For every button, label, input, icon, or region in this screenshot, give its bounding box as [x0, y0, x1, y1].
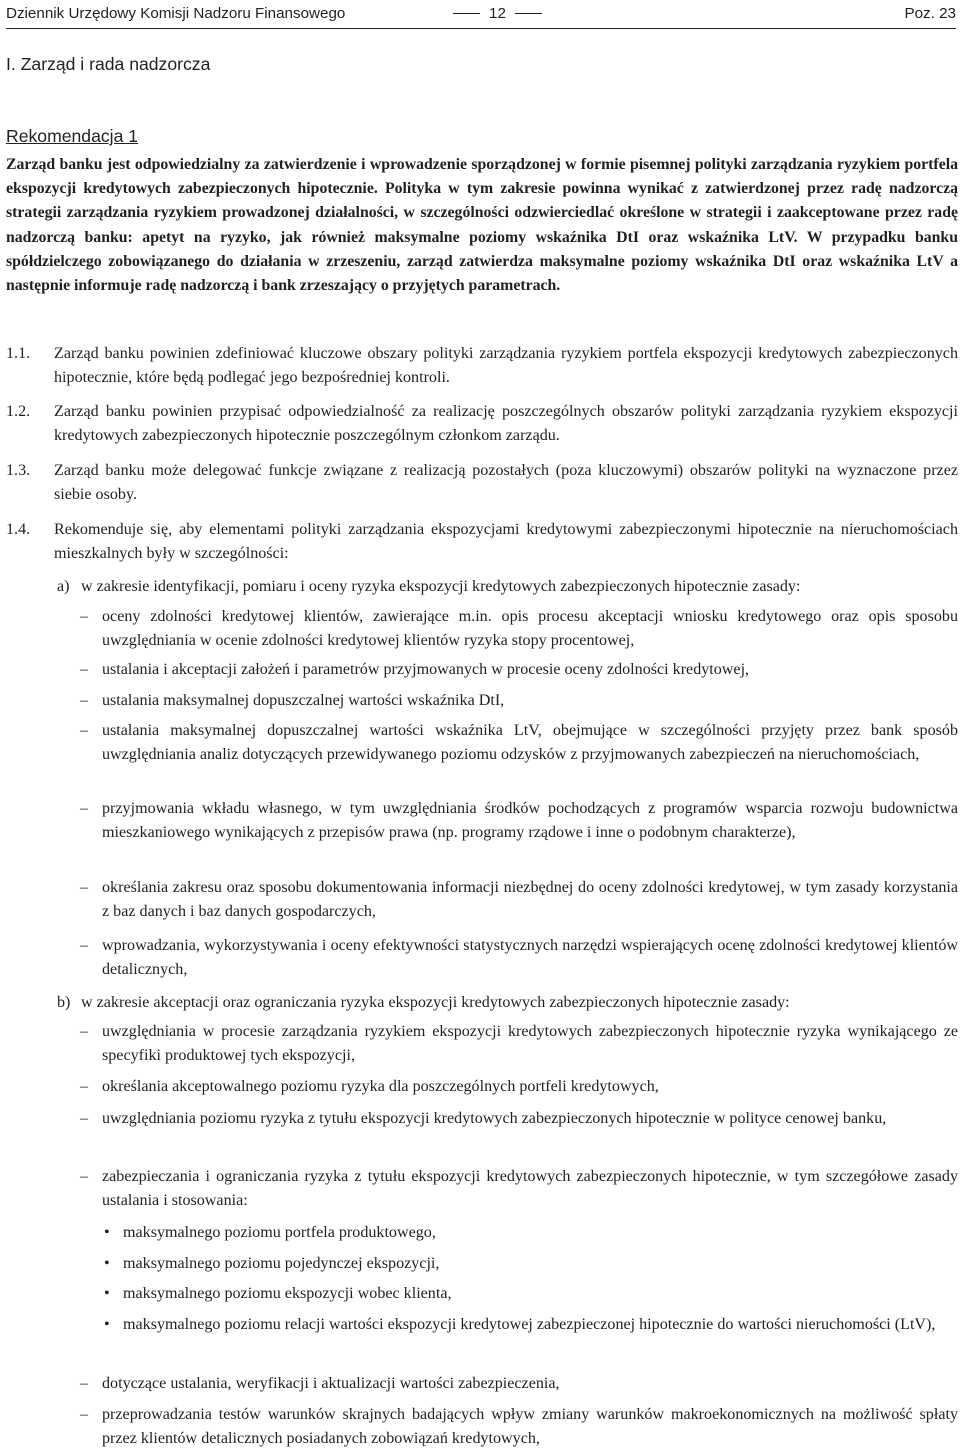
- page-header: [6, 0, 956, 29]
- dash-marker: –: [80, 1023, 89, 1040]
- dash-marker: –: [80, 1406, 89, 1423]
- bullet-marker: •: [104, 1224, 110, 1241]
- list-item-1-3: [6, 459, 958, 507]
- dash-text: ustalania maksymalnej dopuszczalnej wartości wskaźnika DtI,: [102, 692, 505, 709]
- dash-text: oceny zdolności kredytowej klientów, zawierające m.in. opis procesu akceptacji wniosku kredytowego oraz opis sposobu uwzględniania w ocenie zdolności kredytowej klientów ryzyka stopy procentowej,: [102, 608, 958, 650]
- recommendation-title: Rekomendacja 1: [6, 126, 139, 146]
- sub-text: w zakresie akceptacji oraz ograniczania ryzyka ekspozycji kredytowych zabezpieczonych hipotecznie zasady:: [81, 994, 790, 1011]
- bullet-text: maksymalnego poziomu pojedynczej ekspozycji,: [123, 1255, 440, 1272]
- dash-item: [80, 876, 958, 924]
- list-item-1-4: [6, 518, 958, 566]
- position-number: Poz. 23: [904, 5, 956, 22]
- item-text: Zarząd banku może delegować funkcje związane z realizacją pozostałych (poza kluczowymi) obszarów polityki na wyznaczone przez siebie osoby.: [54, 462, 958, 504]
- sub-text: w zakresie identyfikacji, pomiaru i oceny ryzyka ekspozycji kredytowych zabezpieczonych hipotecznie zasady:: [81, 578, 801, 595]
- bullet-text: maksymalnego poziomu relacji wartości ekspozycji kredytowej zabezpieczonej hipotecznie do wartości nieruchomości (LtV),: [123, 1316, 936, 1333]
- dash-marker: –: [80, 608, 89, 625]
- item-number: 1.1.: [6, 345, 31, 362]
- dash-marker: –: [80, 722, 89, 739]
- dash-text: dotyczące ustalania, weryfikacji i aktualizacji wartości zabezpieczenia,: [102, 1375, 560, 1392]
- bullet-text: maksymalnego poziomu portfela produktowego,: [123, 1224, 436, 1241]
- dash-marker: –: [80, 800, 89, 817]
- page-number-value: 12: [489, 5, 506, 22]
- dash-item: [80, 1107, 958, 1131]
- dash-marker: –: [80, 1110, 89, 1127]
- dash-text: uwzględniania w procesie zarządzania ryzykiem ekspozycji kredytowych zabezpieczonych hipotecznie ryzyka wynikającego ze specyfiki produktowej tych ekspozycji,: [102, 1023, 958, 1065]
- dash-item: [80, 1403, 958, 1451]
- dash-marker: –: [80, 879, 89, 896]
- bullet-marker: •: [104, 1285, 110, 1302]
- list-item-1-2: [6, 400, 958, 448]
- sub-item-b: [57, 991, 958, 1015]
- dash-marker: –: [80, 937, 89, 954]
- dash-text: określania zakresu oraz sposobu dokumentowania informacji niezbędnej do oceny zdolności kredytowej, w tym zasady korzystania z baz danych i baz danych gospodarczych,: [102, 879, 958, 921]
- dash-text: ustalania maksymalnej dopuszczalnej wartości wskaźnika LtV, obejmujące w szczególności przyjęty przez bank sposób uwzględniania analiz dotyczących przewidywanego poziomu odzysków z przyjmowanych zabezpieczeń na nieruchomościach,: [102, 722, 958, 764]
- dash-item: [80, 797, 958, 845]
- item-number: 1.3.: [6, 462, 31, 479]
- dash-item: [80, 934, 958, 982]
- dash-text: uwzględniania poziomu ryzyka z tytułu ekspozycji kredytowych zabezpieczonych hipotecznie w polityce cenowej banku,: [102, 1110, 887, 1127]
- recommendation-text: Zarząd banku jest odpowiedzialny za zatwierdzenie i wprowadzenie sporządzonej w formie pisemnej polityki zarządzania ryzykiem portfela ekspozycji kredytowych zabezpieczonych hipotecznie. Polityka w tym zakresie powinna wynikać z zatwierdzonej przez radę nadzorczą strategii zarządzania ryzykiem prowadzonej działalności, w szczególności odzwierciedlać określone w strategii i zaakceptowane przez radę nadzorczą banku: apetyt na ryzyko, jak również maksymalne poziomy wskaźnika DtI oraz wskaźnika LtV. W przypadku banku spółdzielczego zobowiązanego do działania w zrzeszeniu, zarząd zatwierdza maksymalne poziomy wskaźnika DtI oraz wskaźnika LtV a następnie informuje radę nadzorczą i bank zrzeszający o przyjętych parametrach.: [6, 156, 958, 295]
- journal-title: Dziennik Urzędowy Komisji Nadzoru Finansowego: [6, 5, 346, 22]
- item-text: Zarząd banku powinien przypisać odpowiedzialność za realizację poszczególnych obszarów polityki zarządzania ryzykiem ekspozycji kredytowych zabezpieczonych hipotecznie poszczególnym członkom zarządu.: [54, 403, 958, 445]
- dash-marker: –: [80, 1375, 89, 1392]
- dash-text: ustalania i akceptacji założeń i parametrów przyjmowanych w procesie oceny zdolności kredytowej,: [102, 661, 750, 678]
- dash-item: [80, 1165, 958, 1213]
- dash-marker: –: [80, 1168, 89, 1185]
- dash-text: zabezpieczania i ograniczania ryzyka z tytułu ekspozycji kredytowych zabezpieczonych hipotecznie, w tym szczegółowe zasady ustalania i stosowania:: [102, 1168, 958, 1210]
- dash-item: [80, 719, 958, 767]
- list-item-1-1: [6, 342, 958, 390]
- dash-item: [80, 1372, 958, 1396]
- dash-item: [80, 1020, 958, 1068]
- dash-text: przyjmowania wkładu własnego, w tym uwzględniania środków pochodzących z programów wsparcia rozwoju budownictwa mieszkaniowego wynikających z przepisów prawa (np. programy rządowe i inne o podobnym charakterze),: [102, 800, 958, 842]
- dash-marker: –: [80, 661, 89, 678]
- sub-item-a: [57, 575, 958, 599]
- bullet-item: [100, 1252, 958, 1276]
- dash-text: wprowadzania, wykorzystywania i oceny efektywności statystycznych narzędzi wspierających ocenę zdolności kredytowej klientów detalicznych,: [102, 937, 958, 979]
- section-title: I. Zarząd i rada nadzorcza: [6, 54, 211, 74]
- bullet-marker: •: [104, 1316, 110, 1333]
- bullet-marker: •: [104, 1255, 110, 1272]
- item-text: Rekomenduje się, aby elementami polityki zarządzania ekspozycjami kredytowymi zabezpieczonymi hipotecznie na nieruchomościach mieszkalnych były w szczególności:: [54, 521, 958, 563]
- dash-marker: –: [80, 1078, 89, 1095]
- item-number: 1.4.: [6, 521, 31, 538]
- bullet-item: [100, 1313, 958, 1337]
- sub-label: a): [57, 578, 70, 595]
- dash-text: przeprowadzania testów warunków skrajnych badających wpływ zmiany warunków makroekonomicznych na możliwość spłaty przez klientów detalicznych posiadanych zobowiązań kredytowych,: [102, 1406, 958, 1448]
- dash-marker: –: [80, 692, 89, 709]
- sub-label: b): [57, 994, 71, 1011]
- dash-item: [80, 605, 958, 653]
- dash-item: [80, 1075, 958, 1099]
- dash-item: [80, 689, 958, 713]
- item-text: Zarząd banku powinien zdefiniować kluczowe obszary polityki zarządzania ryzykiem portfela ekspozycji kredytowych zabezpieczonych hipotecznie, które będą podlegać jego bezpośredniej kontroli.: [54, 345, 958, 387]
- dash-text: określania akceptowalnego poziomu ryzyka dla poszczególnych portfeli kredytowych,: [102, 1078, 659, 1095]
- bullet-item: [100, 1221, 958, 1245]
- dash-item: [80, 658, 958, 682]
- page-number: [444, 0, 551, 28]
- item-number: 1.2.: [6, 403, 31, 420]
- bullet-item: [100, 1282, 958, 1306]
- bullet-text: maksymalnego poziomu ekspozycji wobec klienta,: [123, 1285, 452, 1302]
